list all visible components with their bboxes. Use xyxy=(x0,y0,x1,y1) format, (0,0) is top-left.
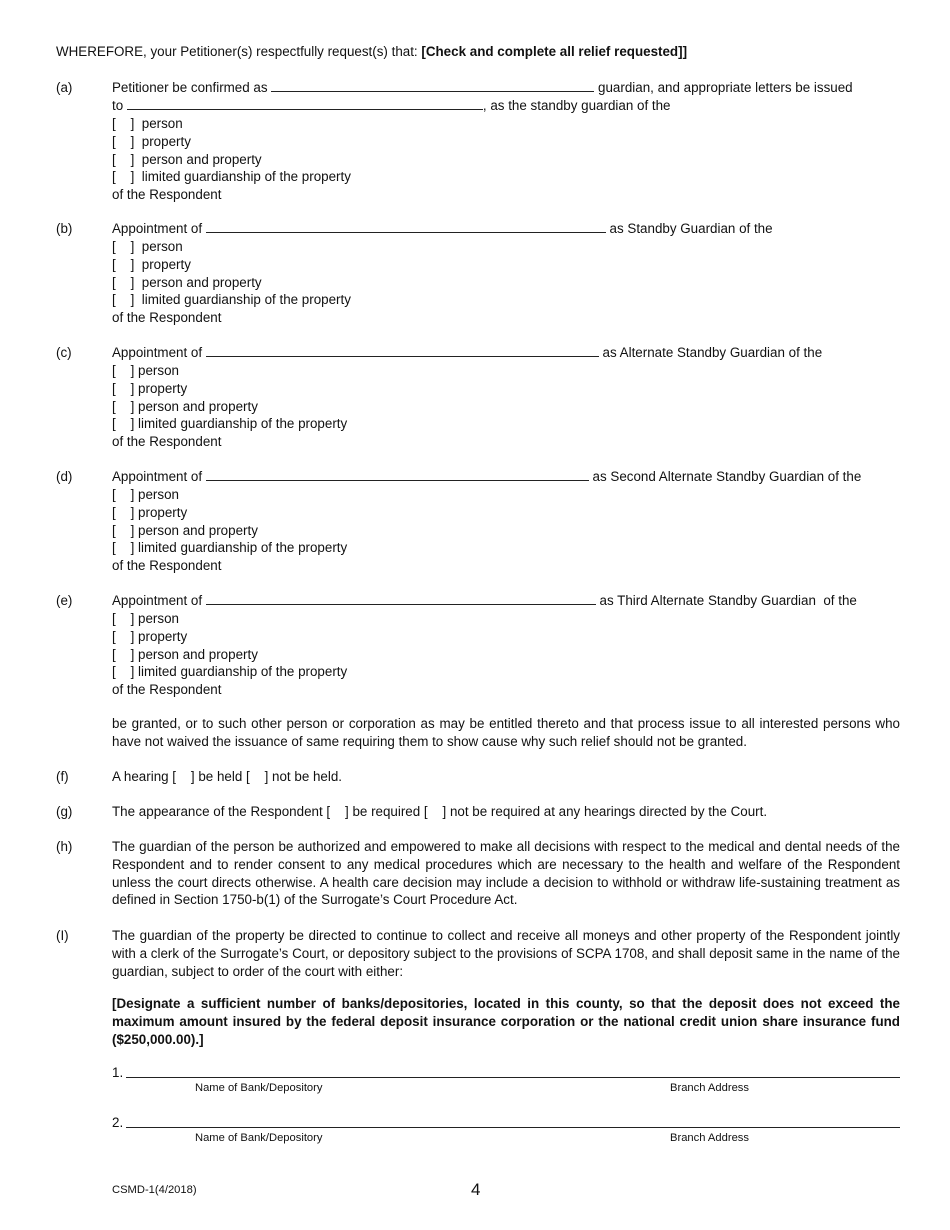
section-c-label: (c) xyxy=(56,345,72,360)
section-footer: of the Respondent xyxy=(112,434,222,450)
intro-line: WHEREFORE, your Petitioner(s) respectfully request(s) that: [Check and complete all relief requested]] xyxy=(56,44,688,59)
checkbox-option[interactable]: [ ] person xyxy=(112,239,183,254)
bank-2-field[interactable] xyxy=(126,1127,900,1128)
bank-2-address-label: Branch Address xyxy=(670,1132,749,1144)
section-h-text: The guardian of the person be authorized and empowered to make all decisions with respect to the medical and dental needs of the Respondent and to render consent to any medical procedures which are necessary to the health and welfare of the Respondent unless the court directs otherwise. A health care decision may include a decision to withhold or withdraw life-sustaining treatment as defined in Section 1750-b(1) of the Surrogate’s Court Procedure Act. xyxy=(112,839,900,908)
section-e-name-field[interactable] xyxy=(206,592,596,605)
section-e-line: Appointment of as Third Alternate Standby Guardian of the xyxy=(112,593,857,608)
section-b-line: Appointment of as Standby Guardian of the xyxy=(112,221,773,236)
checkbox-option[interactable]: [ ] property xyxy=(112,256,191,272)
section-d-options xyxy=(112,486,347,575)
bank-number: 2. xyxy=(112,1115,124,1130)
section-g-text[interactable]: The appearance of the Respondent [ ] be required [ ] not be required at any hearings directed by the Court. xyxy=(112,804,768,819)
section-e-label: (e) xyxy=(56,593,73,608)
bank-1-address-label: Branch Address xyxy=(670,1082,749,1094)
checkbox-option[interactable]: [ ] person xyxy=(112,116,183,131)
checkbox-option[interactable]: [ ] limited guardianship of the property xyxy=(112,169,351,185)
section-a-label: (a) xyxy=(56,80,73,95)
bank-1-name-label: Name of Bank/Depository xyxy=(195,1082,323,1094)
checkbox-option[interactable]: [ ] person xyxy=(112,363,179,378)
intro-text: WHEREFORE, your Petitioner(s) respectfully request(s) that: xyxy=(56,44,422,59)
checkbox-option[interactable]: [ ] limited guardianship of the property xyxy=(112,416,348,432)
bank-2-name-label: Name of Bank/Depository xyxy=(195,1132,323,1144)
intro-instruction: [Check and complete all relief requested] xyxy=(421,44,683,59)
section-h-label: (h) xyxy=(56,839,73,854)
section-c-line: Appointment of as Alternate Standby Guardian of the xyxy=(112,345,823,360)
section-d-label: (d) xyxy=(56,469,73,484)
section-a-line1: Petitioner be confirmed as guardian, and appropriate letters be issued xyxy=(112,80,853,95)
form-code: CSMD-1(4/2018) xyxy=(112,1184,197,1196)
section-b-options xyxy=(112,238,351,327)
bank-entry-1 xyxy=(112,1064,900,1082)
checkbox-option[interactable]: [ ] property xyxy=(112,504,188,520)
checkbox-option[interactable]: [ ] property xyxy=(112,380,188,396)
bank-1-field[interactable] xyxy=(126,1077,900,1078)
checkbox-option[interactable]: [ ] limited guardianship of the property xyxy=(112,540,348,556)
section-b-name-field[interactable] xyxy=(206,220,606,233)
section-c-name-field[interactable] xyxy=(206,344,599,357)
checkbox-option[interactable]: [ ] person xyxy=(112,487,179,502)
section-a-line2: to , as the standby guardian of the xyxy=(112,98,671,113)
checkbox-option[interactable]: [ ] person and property xyxy=(112,398,258,414)
section-f-text[interactable]: A hearing [ ] be held [ ] not be held. xyxy=(112,769,343,784)
section-footer: of the Respondent xyxy=(112,187,222,203)
bank-entry-2 xyxy=(112,1114,900,1132)
section-footer: of the Respondent xyxy=(112,558,222,574)
checkbox-option[interactable]: [ ] property xyxy=(112,133,191,149)
section-a-name-field[interactable] xyxy=(127,97,483,110)
bank-number: 1. xyxy=(112,1065,124,1080)
checkbox-option[interactable]: [ ] limited guardianship of the property xyxy=(112,664,348,680)
section-d-name-field[interactable] xyxy=(206,468,589,481)
checkbox-option[interactable]: [ ] person and property xyxy=(112,274,262,290)
granted-paragraph: be granted, or to such other person or corporation as may be entitled thereto and that process issue to all interested persons who have not waived the issuance of same requiring them to show cause why such relief should not be granted. xyxy=(112,716,900,749)
section-e-options xyxy=(112,610,347,699)
page-number: 4 xyxy=(471,1180,481,1199)
section-footer: of the Respondent xyxy=(112,310,222,326)
checkbox-option[interactable]: [ ] person xyxy=(112,611,179,626)
section-a-guardian-type-field[interactable] xyxy=(271,79,594,92)
section-d-line: Appointment of as Second Alternate Standby Guardian of the xyxy=(112,469,862,484)
checkbox-option[interactable]: [ ] person and property xyxy=(112,646,258,662)
checkbox-option[interactable]: [ ] limited guardianship of the property xyxy=(112,292,351,308)
section-f-label: (f) xyxy=(56,769,69,784)
checkbox-option[interactable]: [ ] person and property xyxy=(112,151,262,167)
checkbox-option[interactable]: [ ] person and property xyxy=(112,522,258,538)
checkbox-option[interactable]: [ ] property xyxy=(112,628,188,644)
section-i-text: The guardian of the property be directed to continue to collect and receive all moneys and other property of the Respondent jointly with a clerk of the Surrogate’s Court, or depository subject to the provisions of SCPA 1708, and shall deposit same in the name of the guardian, subject to order of the court with either: xyxy=(112,928,900,979)
section-footer: of the Respondent xyxy=(112,682,222,698)
section-b-label: (b) xyxy=(56,221,73,236)
section-a-options xyxy=(112,115,351,204)
section-g-label: (g) xyxy=(56,804,73,819)
section-i-instruction: [Designate a sufficient number of banks/depositories, located in this county, so that the deposit does not exceed the maximum amount insured by the federal deposit insurance corporation or the national credit union share insurance fund ($250,000.00).] xyxy=(112,996,900,1047)
section-i-label: (I) xyxy=(56,928,69,943)
section-c-options xyxy=(112,362,347,451)
